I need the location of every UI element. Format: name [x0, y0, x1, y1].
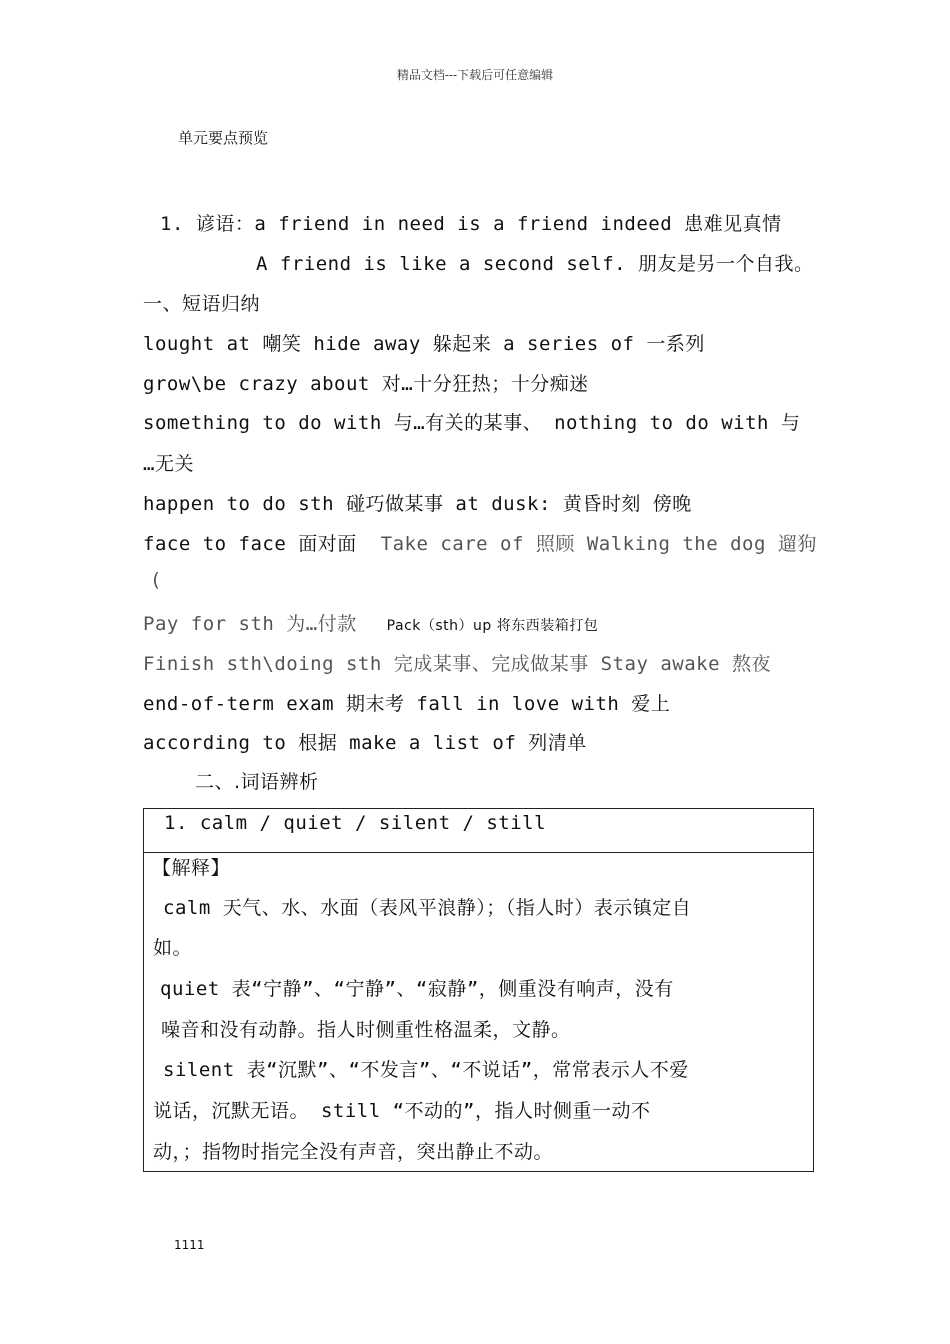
- section-title: 单元要点预览: [178, 129, 269, 147]
- proverb-line-1: 1. 谚语：a friend in need is a friend indeed 患难见真情: [160, 213, 782, 235]
- page-header: 精品文档---下载后可任意编辑: [396, 68, 554, 82]
- explain-label: 【解释】: [152, 857, 231, 879]
- explain-line: calm 天气、水、水面（表风平浪静）；（指人时）表示镇定自: [163, 897, 692, 919]
- explain-line: 如。: [153, 937, 193, 959]
- phrase-line: something to do with 与…有关的某事、 nothing to do with 与: [143, 412, 801, 434]
- phrase-face-to-face: face to face 面对面: [143, 533, 357, 555]
- explain-line: 动，；指物时指完全没有声音，突出静止不动。: [153, 1141, 554, 1163]
- phrases-heading: 一、短语归纳: [143, 293, 261, 315]
- phrase-line: …无关: [143, 453, 194, 475]
- box-title: 1. calm / quiet / silent / still: [164, 812, 547, 834]
- explain-line: silent 表“沉默”、“不发言”、“不说话”，常常表示人不爱: [163, 1059, 689, 1081]
- phrase-pack-up: Pack（sth）up 将东西装箱打包: [386, 618, 599, 634]
- phrase-paren: (: [150, 569, 162, 591]
- phrase-pay-for: Pay for sth 为…付款: [143, 613, 357, 635]
- phrase-line: end-of-term exam 期末考 fall in love with 爱上: [143, 693, 671, 715]
- explain-line: quiet 表“宁静”、“宁静”、“寂静”，侧重没有响声，没有: [160, 978, 674, 1000]
- explain-line: 说话，沉默无语。 still “不动的”，指人时侧重一动不: [153, 1100, 651, 1122]
- phrase-line: happen to do sth 碰巧做某事 at dusk: 黄昏时刻 傍晚: [143, 493, 692, 515]
- phrase-line: grow\be crazy about 对…十分狂热；十分痴迷: [143, 373, 589, 395]
- explain-line: 噪音和没有动静。指人时侧重性格温柔，文静。: [161, 1019, 571, 1041]
- box-divider: [144, 852, 813, 853]
- page-number: 1111: [174, 1238, 205, 1252]
- word-analysis-box: [143, 808, 814, 1172]
- phrase-line: [143, 529, 817, 556]
- analysis-heading: 二、.词语辨析: [195, 771, 319, 793]
- phrase-line: lought at 嘲笑 hide away 躲起来 a series of 一系列: [143, 333, 705, 355]
- phrase-take-care: Take care of 照顾 Walking the dog 遛狗: [380, 533, 817, 555]
- phrase-line: Finish sth\doing sth 完成某事、完成做某事 Stay awake 熬夜: [143, 653, 771, 675]
- phrase-line: according to 根据 make a list of 列清单: [143, 732, 587, 754]
- phrase-line: [143, 609, 598, 636]
- proverb-line-2: A friend is like a second self. 朋友是另一个自我。: [256, 253, 814, 275]
